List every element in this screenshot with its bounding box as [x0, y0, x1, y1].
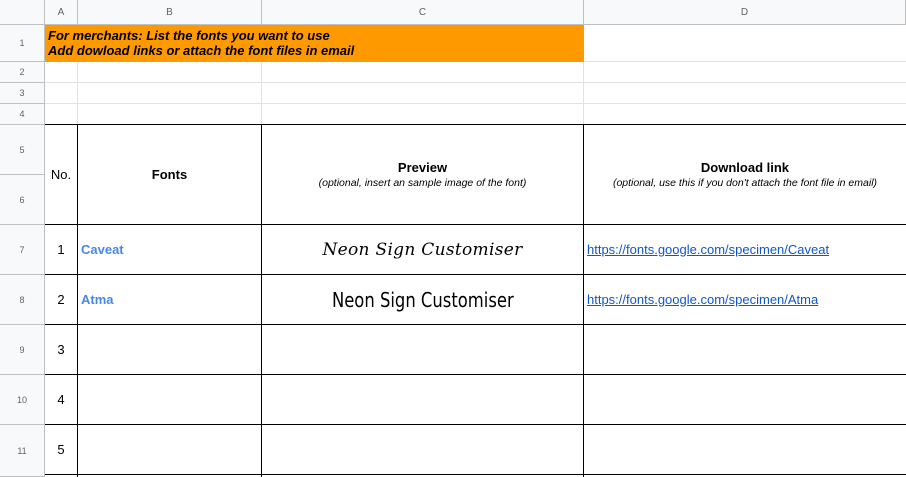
- row-header-6[interactable]: 6: [0, 175, 45, 225]
- column-header-c[interactable]: C: [262, 0, 584, 25]
- download-link[interactable]: https://fonts.google.com/specimen/Caveat: [587, 242, 830, 257]
- table-row-1-font[interactable]: [78, 225, 261, 274]
- row-header-1[interactable]: 1: [0, 25, 45, 62]
- select-all-corner[interactable]: [0, 0, 45, 25]
- column-header-b[interactable]: B: [78, 0, 262, 25]
- table-row-4-no[interactable]: [45, 375, 77, 424]
- header-download-subtitle: (optional, use this if you don't attach the font file in email): [612, 177, 878, 189]
- header-preview-title: Preview: [397, 160, 448, 175]
- font-name: Caveat: [81, 242, 124, 257]
- row-number: 2: [57, 292, 65, 307]
- header-preview[interactable]: [262, 125, 583, 224]
- font-name: Atma: [81, 292, 114, 307]
- row-number: 1: [57, 242, 65, 257]
- gridline: [261, 62, 262, 125]
- table-row-5-preview[interactable]: [262, 425, 583, 474]
- font-preview-image: Neon Sign Customiser: [331, 287, 514, 312]
- row-number: 3: [57, 342, 65, 357]
- download-link[interactable]: https://fonts.google.com/specimen/Atma: [587, 292, 819, 307]
- table-row-4-font[interactable]: [78, 375, 261, 424]
- row-header-2[interactable]: 2: [0, 62, 45, 83]
- gridline: [45, 82, 906, 83]
- table-row-1-no[interactable]: [45, 225, 77, 274]
- column-header-a[interactable]: A: [45, 0, 78, 25]
- row-header-9[interactable]: 9: [0, 325, 45, 375]
- merchant-instructions-note[interactable]: [45, 25, 584, 62]
- table-row-3-no[interactable]: [45, 325, 77, 374]
- table-row-2-download[interactable]: [584, 275, 906, 324]
- row-header-10[interactable]: 10: [0, 375, 45, 425]
- table-row-5-no[interactable]: [45, 425, 77, 474]
- row-number: 5: [57, 442, 65, 457]
- header-preview-subtitle: (optional, insert an sample image of the font): [318, 177, 527, 189]
- header-download-title: Download link: [700, 160, 790, 175]
- note-line-1: For merchants: List the fonts you want to use: [48, 28, 330, 43]
- table-row-3-preview[interactable]: [262, 325, 583, 374]
- row-header-8[interactable]: 8: [0, 275, 45, 325]
- header-fonts-label: Fonts: [151, 167, 188, 182]
- table-row-2-font[interactable]: [78, 275, 261, 324]
- table-row-1-download[interactable]: [584, 225, 906, 274]
- table-row-3-font[interactable]: [78, 325, 261, 374]
- gridline: [77, 62, 78, 125]
- table-row-2-no[interactable]: [45, 275, 77, 324]
- table-row-5-download[interactable]: [584, 425, 906, 474]
- note-line-2: Add dowload links or attach the font files in email: [48, 43, 355, 58]
- header-fonts[interactable]: [78, 125, 261, 224]
- row-header-4[interactable]: 4: [0, 104, 45, 125]
- table-row-3-download[interactable]: [584, 325, 906, 374]
- table-row-4-preview[interactable]: [262, 375, 583, 424]
- table-border: [45, 474, 906, 475]
- table-row-4-download[interactable]: [584, 375, 906, 424]
- header-download[interactable]: [584, 125, 906, 224]
- header-no[interactable]: [45, 125, 77, 224]
- row-header-11[interactable]: 11: [0, 425, 45, 477]
- table-row-5-font[interactable]: [78, 425, 261, 474]
- row-header-7[interactable]: 7: [0, 225, 45, 275]
- header-no-label: No.: [50, 167, 72, 182]
- font-preview-image: Neon Sign Customiser: [322, 239, 523, 260]
- table-row-2-preview[interactable]: [262, 275, 583, 324]
- row-number: 4: [57, 392, 65, 407]
- row-header-3[interactable]: 3: [0, 83, 45, 104]
- column-header-d[interactable]: D: [584, 0, 906, 25]
- table-row-1-preview[interactable]: [262, 225, 583, 274]
- gridline: [45, 103, 906, 104]
- row-header-5[interactable]: 5: [0, 125, 45, 175]
